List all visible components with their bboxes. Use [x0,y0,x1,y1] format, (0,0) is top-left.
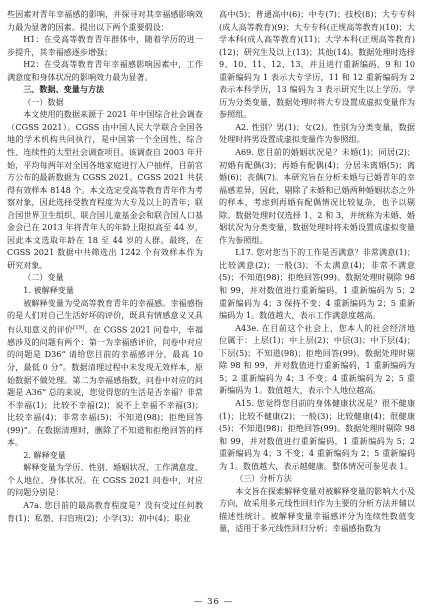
right-column [219,8,415,535]
explanatory-variables-paragraph: 解释变量为学历、性别、婚姻状况、工作满意度、个人地位、身体状况。在 CGSS 2021 问卷中，对应的问题分别是： [7,462,203,498]
education-coding-paragraph: 高中(5)；普通高中(6)；中专(7)；技校(8)；大专专科(成人高等教育)(9)；大专专科(正规高等教育)(10)；大学本科(成人高等教育)(11)；大学本科(正规高等教育)(12)；研究生及以上(13)；其他(14)。数据处理时选择 9、10、11、12、13，并且进行重新编码，9 和 10 重新编码为 1 表示大专学历，11 和 12 重新编码为 2 表示本科学历，13 编码为 3 表示研究生以上学历。学历为分类变量，数据处理时将大专设置成虚拟变量作为参照组。 [219,9,415,120]
hypothesis-h2: H2：在受高等教育青年幸福感影响因素中，工作满意度和身体状况的影响效力最为显著。 [7,59,203,82]
dependent-variable-paragraph [7,297,203,449]
marital-status-paragraph: A69. 您目前的婚姻状况是？未婚(1)；同居(2)；初婚有配偶(3)；再婚有配偶(4)；分居未离婚(5)；离婚(6)；丧偶(7)。本研究旨在分析未婚与已婚青年的幸福感差异，因此，剔除了未婚和已婚两种婚姻状态之外的样本，考虑到再婚有配偶情况比较复杂，也予以剔除。数据处理时仅选择 1、2 和 3，并统称为未婚、婚姻状况为分类变量，数据处理时将未婚设置成虚拟变量作为参照组。 [219,147,415,245]
left-column [7,8,203,524]
social-status-paragraph: A43e. 在目前这个社会上，您本人的社会经济地位属于：上层(1)；中上层(2)；中层(3)；中下层(4)；下层(5)；不知道(98)；拒绝回答(99)。数据处理时剔除 98 和 99，并对数值进行重新编码，1 重新编码为 5；2 重新编码为 4；3 不变；4 重新编码为 2；5 重新编码为 1。数值越大，表示个人地位越高。 [219,322,415,396]
dependent-variable-text: 被解释变量为受高等教育青年的幸福感。幸福感指的是人们对自己生活好坏的评价，既具有情感意义又具有认知意义的评价 [7,297,203,335]
subheading-dependent-variable: 1. 被解释变量 [23,285,74,296]
dependent-variable-text-tail: 。在 CGSS 2021 问卷中，幸福感涉及的问题有两个：第一为幸福感评价，问卷中对应的问题是 D36“ 请给您目前的幸福感评分，最高 10 分，最低 0 分”。数据清理过程中未发现无效样本，原始数据不做处理。第二为幸福感指数，问卷中对应的问题是 A36“ 总的来说，您觉得您的生活是否幸福？非常不幸福(1)；比较不幸福(2)；说不上幸福不幸福(3)；比较幸福(4)；非常幸福(5)；不知道(98)；拒绝回答(99)”。在数据清理时，删除了不知道和拒绝回答的样本。 [7,324,203,448]
subheading-variables: （二）变量 [23,272,64,283]
citation-ref: [19] [73,324,85,331]
job-satisfaction-paragraph: L17. 您对您当下的工作是否满意？非常满意(1)；比较满意(2)；一般(3)；不太满意(4)；非常不满意(5)；不知道(98)；拒绝回答(99)。数据处理时剔除 98 和 99，并对数值进行重新编码，1 重新编码为 5；2 重新编码为 4；3 保持不变；4 重新编码为 2；5 重新编码为 1。数值越大，表示工作满意度越高。 [219,247,415,321]
left-paragraph-1: 些因素对青年幸福感的影响，并探寻对其幸福感影响效力最为显著的因素。提出以下两个重要假设： [7,9,203,32]
subheading-explanatory-variables: 2. 解释变量 [23,449,66,460]
subheading-analysis-method: （三）分析方法 [235,473,292,484]
education-question-paragraph: A7a. 您目前的最高教育程度是？没有受过任何教育(1)；私塾、扫盲班(2)；小学(3)；初中(4)；职业 [7,500,203,523]
hypothesis-h1: H1：在受高等教育青年群体中，随着学历的进一步提升，其幸福感逐步增强； [7,34,203,57]
gender-paragraph: A2. 性别？男(1)；女(2)。性别为分类变量，数据处理时将男设置成虚拟变量作为参照组。 [219,121,415,145]
subheading-data: （一）数据 [23,96,64,107]
analysis-method-paragraph: 本文旨在探索解释变量对被解释变量的影响大小及方向，故采用多元线性回归作为主要的分析方法并辅以描述性统计。被解释变量幸福感评分为连续性数值变量，适用于多元线性回归分析；幸福感指数为 [219,485,415,534]
health-status-paragraph: A15. 您觉得您目前的身体健康状况是？很不健康(1)；比较不健康(2)；一般(3)；比较健康(4)；很健康(5)；不知道(98)；拒绝回答(99)。数据处理时剔除 98 和 99，并对数值进行重新编码，1 重新编码为 5；2 重新编码为 4；3 不变；4 重新编码为 2；5 重新编码为 1。数值越大，表示越健康。整体情况可参见表 1。 [219,397,415,471]
page-number: — 36 — [193,597,234,607]
section-heading-data-variables-methods: 三、数据、变量与方法 [23,84,105,95]
data-source-paragraph: 本文使用的数据来源于 2021 年中国综合社会调查（CGSS 2021）。CGSS 由中国人民大学联合全国各地的学术机构共同执行，是中国第一个全国性、综合性、连续性的大型社会调查项目。该调查自 2003 年开始，平均每两年对全国各地家庭进行入户抽样，目前官方公布的最新数据为 CGSS 2021。CGSS 2021 共获得有效样本 8148 个。本文选定受高等教育青年作为考察对象，因此选择受教育程度为大专及以上的青年；联合国世界卫生组织、联合国儿童基金会和联合国人口基金会已在 2013 年将青年人的年龄上限拟高至 44 岁，因此本文选取年龄在 18 至 44 岁的人群。最终，在 CGSS 2021 数据中共筛选出 1242 个有效样本作为研究对象。 [7,109,203,270]
